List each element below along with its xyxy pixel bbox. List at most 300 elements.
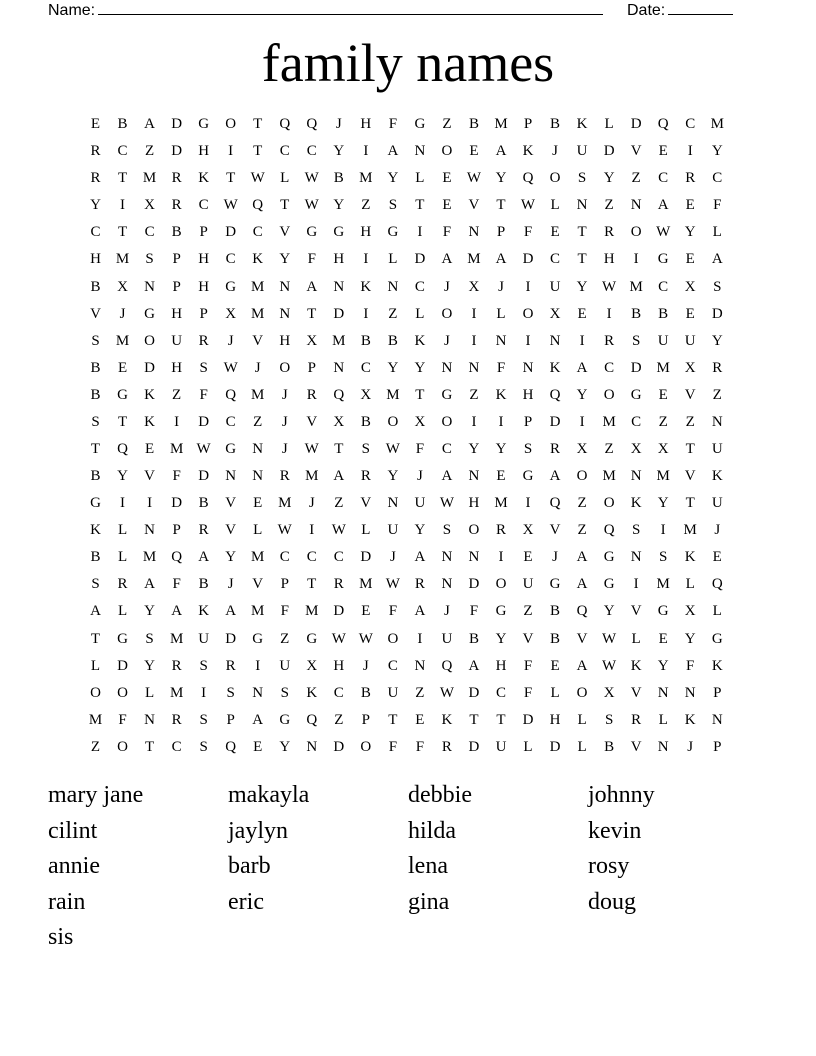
grid-letter[interactable]: D xyxy=(225,630,237,647)
grid-letter[interactable]: Y xyxy=(711,332,723,349)
grid-letter[interactable]: E xyxy=(442,170,452,187)
grid-letter[interactable]: R xyxy=(198,522,209,539)
grid-letter[interactable]: S xyxy=(91,332,100,349)
grid-letter[interactable]: Q xyxy=(117,440,128,457)
grid-letter[interactable]: H xyxy=(171,359,183,376)
grid-letter[interactable]: M xyxy=(494,495,508,512)
grid-letter[interactable]: D xyxy=(117,657,128,674)
grid-letter[interactable]: W xyxy=(602,630,617,647)
grid-letter[interactable]: F xyxy=(199,386,208,403)
grid-letter[interactable]: I xyxy=(417,630,423,647)
grid-letter[interactable]: R xyxy=(90,143,101,160)
grid-letter[interactable]: B xyxy=(550,603,561,620)
grid-letter[interactable]: T xyxy=(469,711,479,728)
grid-letter[interactable]: E xyxy=(550,224,560,241)
grid-letter[interactable]: I xyxy=(363,143,369,160)
grid-letter[interactable]: T xyxy=(496,711,506,728)
grid-letter[interactable]: V xyxy=(576,630,588,647)
grid-letter[interactable]: F xyxy=(172,576,181,593)
grid-letter[interactable]: H xyxy=(333,657,345,674)
grid-letter[interactable]: K xyxy=(630,657,642,674)
grid-letter[interactable]: E xyxy=(523,549,533,566)
grid-letter[interactable]: Y xyxy=(603,170,615,187)
grid-letter[interactable]: H xyxy=(549,711,561,728)
grid-letter[interactable]: G xyxy=(549,576,561,593)
grid-letter[interactable]: O xyxy=(576,684,588,701)
grid-letter[interactable]: W xyxy=(277,522,292,539)
grid-letter[interactable]: B xyxy=(550,116,561,133)
grid-letter[interactable]: Y xyxy=(279,251,291,268)
grid-letter[interactable]: I xyxy=(255,657,261,674)
grid-letter[interactable]: H xyxy=(198,251,210,268)
grid-letter[interactable]: B xyxy=(90,468,101,485)
grid-letter[interactable]: A xyxy=(441,468,453,485)
grid-letter[interactable]: S xyxy=(577,170,587,187)
grid-letter[interactable]: J xyxy=(444,603,450,620)
grid-letter[interactable]: P xyxy=(226,711,235,728)
grid-letter[interactable]: J xyxy=(444,278,450,295)
grid-letter[interactable]: F xyxy=(523,657,533,674)
grid-letter[interactable]: H xyxy=(90,251,101,268)
grid-letter[interactable]: H xyxy=(198,278,210,295)
grid-letter[interactable]: G xyxy=(306,630,318,647)
grid-letter[interactable]: Y xyxy=(387,359,399,376)
grid-letter[interactable]: L xyxy=(253,522,263,539)
grid-letter[interactable]: S xyxy=(226,684,235,701)
grid-letter[interactable]: R xyxy=(495,522,506,539)
grid-letter[interactable]: V xyxy=(630,738,642,755)
grid-letter[interactable]: O xyxy=(225,116,237,133)
grid-letter[interactable]: X xyxy=(225,305,237,322)
grid-letter[interactable]: D xyxy=(171,495,183,512)
grid-letter[interactable]: W xyxy=(439,495,454,512)
grid-letter[interactable]: O xyxy=(630,224,642,241)
grid-letter[interactable]: Q xyxy=(576,603,588,620)
grid-letter[interactable]: Z xyxy=(280,630,290,647)
grid-letter[interactable]: K xyxy=(198,170,210,187)
grid-letter[interactable]: O xyxy=(603,495,615,512)
grid-letter[interactable]: I xyxy=(498,549,504,566)
grid-letter[interactable]: D xyxy=(711,305,723,322)
grid-letter[interactable]: W xyxy=(439,684,454,701)
grid-letter[interactable]: I xyxy=(363,305,369,322)
grid-letter[interactable]: Q xyxy=(252,197,264,214)
grid-letter[interactable]: I xyxy=(417,224,423,241)
grid-letter[interactable]: V xyxy=(360,495,372,512)
grid-letter[interactable]: J xyxy=(281,386,288,403)
grid-letter[interactable]: Q xyxy=(603,522,615,539)
grid-letter[interactable]: T xyxy=(415,386,425,403)
grid-letter[interactable]: K xyxy=(441,711,453,728)
grid-letter[interactable]: D xyxy=(468,684,480,701)
grid-letter[interactable]: V xyxy=(549,522,561,539)
grid-letter[interactable]: B xyxy=(468,116,479,133)
grid-letter[interactable]: C xyxy=(306,549,317,566)
grid-letter[interactable]: K xyxy=(252,251,264,268)
grid-letter[interactable]: C xyxy=(306,143,317,160)
grid-letter[interactable]: D xyxy=(360,549,372,566)
grid-letter[interactable]: A xyxy=(414,603,426,620)
grid-letter[interactable]: N xyxy=(711,711,723,728)
grid-letter[interactable]: C xyxy=(225,413,236,430)
grid-letter[interactable]: O xyxy=(387,413,399,430)
grid-letter[interactable]: W xyxy=(331,522,346,539)
grid-letter[interactable]: H xyxy=(360,116,372,133)
grid-letter[interactable]: U xyxy=(414,495,426,512)
grid-letter[interactable]: R xyxy=(306,386,317,403)
grid-letter[interactable]: T xyxy=(334,440,344,457)
grid-letter[interactable]: U xyxy=(684,332,696,349)
grid-letter[interactable]: F xyxy=(307,251,316,268)
grid-letter[interactable]: O xyxy=(360,738,372,755)
grid-letter[interactable]: Z xyxy=(712,386,722,403)
grid-letter[interactable]: E xyxy=(685,305,695,322)
grid-letter[interactable]: J xyxy=(308,495,315,512)
grid-letter[interactable]: N xyxy=(306,738,318,755)
grid-letter[interactable]: Y xyxy=(603,603,615,620)
grid-letter[interactable]: V xyxy=(522,630,534,647)
grid-letter[interactable]: R xyxy=(117,576,128,593)
grid-letter[interactable]: D xyxy=(468,576,480,593)
grid-letter[interactable]: U xyxy=(711,495,723,512)
grid-letter[interactable]: K xyxy=(306,684,318,701)
grid-letter[interactable]: G xyxy=(603,549,615,566)
grid-letter[interactable]: O xyxy=(117,684,128,701)
grid-letter[interactable]: W xyxy=(520,197,536,214)
grid-letter[interactable]: X xyxy=(684,359,696,376)
grid-letter[interactable]: K xyxy=(360,278,372,295)
grid-letter[interactable]: Q xyxy=(306,116,318,133)
grid-letter[interactable]: A xyxy=(144,576,155,593)
grid-letter[interactable]: S xyxy=(442,522,452,539)
grid-letter[interactable]: B xyxy=(90,359,101,376)
grid-letter[interactable]: V xyxy=(306,413,318,430)
grid-letter[interactable]: Z xyxy=(361,197,371,214)
grid-letter[interactable]: C xyxy=(144,224,155,241)
grid-letter[interactable]: B xyxy=(171,224,182,241)
grid-letter[interactable]: N xyxy=(144,522,155,539)
grid-letter[interactable]: Y xyxy=(576,278,588,295)
grid-letter[interactable]: M xyxy=(683,522,697,539)
grid-letter[interactable]: Z xyxy=(172,386,182,403)
grid-letter[interactable]: L xyxy=(523,738,533,755)
grid-letter[interactable]: T xyxy=(280,197,290,214)
grid-letter[interactable]: P xyxy=(523,116,533,133)
grid-letter[interactable]: R xyxy=(414,576,425,593)
grid-letter[interactable]: N xyxy=(333,359,345,376)
grid-letter[interactable]: R xyxy=(171,197,182,214)
grid-letter[interactable]: T xyxy=(307,305,317,322)
grid-letter[interactable]: M xyxy=(251,386,265,403)
grid-letter[interactable]: M xyxy=(602,468,616,485)
grid-letter[interactable]: U xyxy=(387,684,399,701)
grid-letter[interactable]: S xyxy=(280,684,289,701)
grid-letter[interactable]: M xyxy=(656,576,670,593)
grid-letter[interactable]: J xyxy=(227,332,234,349)
grid-letter[interactable]: V xyxy=(630,603,642,620)
grid-letter[interactable]: V xyxy=(252,576,264,593)
grid-letter[interactable]: E xyxy=(685,251,695,268)
grid-letter[interactable]: E xyxy=(361,603,371,620)
grid-letter[interactable]: P xyxy=(199,305,208,322)
grid-letter[interactable]: A xyxy=(387,143,399,160)
grid-letter[interactable]: Q xyxy=(657,116,669,133)
grid-letter[interactable]: T xyxy=(144,738,155,755)
grid-letter[interactable]: X xyxy=(333,413,345,430)
grid-letter[interactable]: G xyxy=(441,386,453,403)
grid-letter[interactable]: Y xyxy=(657,657,669,674)
grid-letter[interactable]: O xyxy=(495,576,507,593)
grid-letter[interactable]: E xyxy=(658,143,668,160)
grid-letter[interactable]: A xyxy=(495,251,507,268)
grid-letter[interactable]: G xyxy=(252,630,264,647)
grid-letter[interactable]: A xyxy=(576,549,588,566)
grid-letter[interactable]: N xyxy=(441,549,453,566)
grid-letter[interactable]: M xyxy=(251,549,265,566)
grid-letter[interactable]: G xyxy=(495,603,507,620)
grid-letter[interactable]: O xyxy=(144,332,155,349)
grid-letter[interactable]: N xyxy=(252,440,264,457)
grid-letter[interactable]: C xyxy=(495,684,506,701)
grid-letter[interactable]: I xyxy=(525,495,531,512)
grid-letter[interactable]: Y xyxy=(495,170,507,187)
grid-letter[interactable]: D xyxy=(144,359,155,376)
grid-letter[interactable]: D xyxy=(198,413,210,430)
grid-letter[interactable]: W xyxy=(331,630,346,647)
grid-letter[interactable]: M xyxy=(251,278,265,295)
grid-letter[interactable]: C xyxy=(658,278,669,295)
grid-letter[interactable]: B xyxy=(468,630,479,647)
grid-letter[interactable]: A xyxy=(576,359,588,376)
grid-letter[interactable]: M xyxy=(656,468,670,485)
grid-letter[interactable]: J xyxy=(444,332,450,349)
grid-letter[interactable]: F xyxy=(686,657,695,674)
grid-letter[interactable]: N xyxy=(144,278,155,295)
grid-letter[interactable]: F xyxy=(388,738,398,755)
grid-letter[interactable]: S xyxy=(199,711,208,728)
grid-letter[interactable]: D xyxy=(522,711,534,728)
grid-letter[interactable]: Y xyxy=(495,630,507,647)
grid-letter[interactable]: B xyxy=(90,386,101,403)
grid-letter[interactable]: H xyxy=(360,224,372,241)
grid-letter[interactable]: P xyxy=(713,684,722,701)
grid-letter[interactable]: Z xyxy=(144,143,155,160)
grid-letter[interactable]: C xyxy=(90,224,101,241)
grid-letter[interactable]: B xyxy=(198,495,209,512)
grid-letter[interactable]: P xyxy=(713,738,722,755)
grid-letter[interactable]: B xyxy=(604,738,615,755)
grid-letter[interactable]: D xyxy=(414,251,426,268)
grid-letter[interactable]: T xyxy=(117,413,128,430)
grid-letter[interactable]: H xyxy=(603,251,615,268)
grid-letter[interactable]: K xyxy=(711,657,723,674)
grid-letter[interactable]: N xyxy=(468,549,480,566)
grid-letter[interactable]: I xyxy=(525,278,531,295)
grid-letter[interactable]: G xyxy=(657,251,669,268)
grid-letter[interactable]: V xyxy=(90,305,101,322)
grid-letter[interactable]: J xyxy=(119,305,126,322)
grid-letter[interactable]: B xyxy=(198,576,209,593)
grid-letter[interactable]: J xyxy=(498,278,504,295)
grid-letter[interactable]: M xyxy=(278,495,292,512)
grid-letter[interactable]: T xyxy=(117,224,128,241)
grid-letter[interactable]: N xyxy=(414,657,426,674)
grid-letter[interactable]: Z xyxy=(442,116,452,133)
grid-letter[interactable]: B xyxy=(117,116,128,133)
grid-letter[interactable]: D xyxy=(333,305,345,322)
grid-letter[interactable]: E xyxy=(712,549,722,566)
grid-letter[interactable]: J xyxy=(335,116,342,133)
grid-letter[interactable]: S xyxy=(199,359,208,376)
grid-letter[interactable]: I xyxy=(579,332,585,349)
grid-letter[interactable]: N xyxy=(549,332,561,349)
grid-letter[interactable]: Y xyxy=(657,495,669,512)
grid-letter[interactable]: J xyxy=(687,738,694,755)
grid-letter[interactable]: W xyxy=(602,278,617,295)
grid-letter[interactable]: V xyxy=(630,684,642,701)
grid-letter[interactable]: B xyxy=(360,684,371,701)
grid-letter[interactable]: I xyxy=(579,413,585,430)
grid-letter[interactable]: E xyxy=(685,197,695,214)
grid-letter[interactable]: N xyxy=(387,278,399,295)
grid-letter[interactable]: X xyxy=(576,440,588,457)
grid-letter[interactable]: R xyxy=(225,657,236,674)
grid-letter[interactable]: O xyxy=(549,170,561,187)
grid-letter[interactable]: N xyxy=(495,332,507,349)
grid-letter[interactable]: E xyxy=(253,495,263,512)
grid-letter[interactable]: F xyxy=(388,603,398,620)
grid-letter[interactable]: Y xyxy=(414,359,426,376)
grid-letter[interactable]: N xyxy=(684,684,696,701)
grid-letter[interactable]: P xyxy=(496,224,506,241)
grid-letter[interactable]: O xyxy=(117,738,128,755)
grid-letter[interactable]: J xyxy=(281,440,288,457)
grid-letter[interactable]: O xyxy=(441,305,453,322)
grid-letter[interactable]: N xyxy=(468,359,480,376)
grid-letter[interactable]: M xyxy=(656,359,670,376)
grid-letter[interactable]: C xyxy=(387,657,398,674)
grid-letter[interactable]: X xyxy=(657,440,669,457)
grid-letter[interactable]: C xyxy=(414,278,425,295)
grid-letter[interactable]: C xyxy=(279,549,290,566)
grid-letter[interactable]: I xyxy=(687,143,693,160)
grid-letter[interactable]: O xyxy=(387,630,399,647)
grid-letter[interactable]: C xyxy=(333,684,344,701)
grid-letter[interactable]: R xyxy=(171,170,182,187)
grid-letter[interactable]: L xyxy=(577,711,587,728)
grid-letter[interactable]: K xyxy=(549,359,561,376)
grid-letter[interactable]: T xyxy=(685,495,695,512)
grid-letter[interactable]: Q xyxy=(333,386,345,403)
grid-letter[interactable]: Q xyxy=(225,386,237,403)
grid-letter[interactable]: S xyxy=(604,711,614,728)
grid-letter[interactable]: P xyxy=(172,522,181,539)
grid-letter[interactable]: Z xyxy=(658,413,668,430)
grid-letter[interactable]: Q xyxy=(225,738,237,755)
grid-letter[interactable]: D xyxy=(522,251,534,268)
grid-letter[interactable]: Z xyxy=(334,495,344,512)
grid-letter[interactable]: G xyxy=(522,468,534,485)
grid-letter[interactable]: M xyxy=(602,413,616,430)
grid-letter[interactable]: I xyxy=(363,251,369,268)
grid-letter[interactable]: C xyxy=(658,170,669,187)
grid-letter[interactable]: F xyxy=(388,116,398,133)
grid-letter[interactable]: V xyxy=(225,522,237,539)
grid-letter[interactable]: G xyxy=(144,305,155,322)
grid-letter[interactable]: W xyxy=(304,440,319,457)
grid-letter[interactable]: D xyxy=(171,143,183,160)
grid-letter[interactable]: T xyxy=(388,711,398,728)
grid-letter[interactable]: C xyxy=(252,224,263,241)
grid-letter[interactable]: W xyxy=(385,576,400,593)
grid-letter[interactable]: F xyxy=(713,197,722,214)
grid-letter[interactable]: U xyxy=(279,657,291,674)
grid-letter[interactable]: M xyxy=(88,711,103,728)
grid-letter[interactable]: X xyxy=(603,684,615,701)
grid-letter[interactable]: B xyxy=(360,413,371,430)
grid-letter[interactable]: N xyxy=(468,224,480,241)
grid-letter[interactable]: Y xyxy=(90,197,101,214)
grid-letter[interactable]: R xyxy=(604,332,615,349)
grid-letter[interactable]: D xyxy=(171,116,183,133)
grid-letter[interactable]: L xyxy=(361,522,371,539)
grid-letter[interactable]: W xyxy=(304,170,319,187)
grid-letter[interactable]: V xyxy=(468,197,480,214)
grid-letter[interactable]: E xyxy=(117,359,128,376)
grid-letter[interactable]: A xyxy=(171,603,183,620)
grid-letter[interactable]: F xyxy=(172,468,181,485)
grid-letter[interactable]: P xyxy=(523,413,533,430)
grid-letter[interactable]: Z xyxy=(523,603,533,620)
grid-letter[interactable]: G xyxy=(117,630,128,647)
grid-letter[interactable]: H xyxy=(522,386,534,403)
grid-letter[interactable]: G xyxy=(306,224,318,241)
grid-letter[interactable]: B xyxy=(90,278,101,295)
grid-letter[interactable]: A xyxy=(252,711,264,728)
grid-letter[interactable]: I xyxy=(147,495,153,512)
grid-letter[interactable]: P xyxy=(361,711,370,728)
grid-letter[interactable]: N xyxy=(630,468,642,485)
grid-letter[interactable]: T xyxy=(685,440,695,457)
grid-letter[interactable]: L xyxy=(117,549,128,566)
grid-letter[interactable]: G xyxy=(333,224,345,241)
grid-letter[interactable]: M xyxy=(115,332,130,349)
grid-letter[interactable]: L xyxy=(631,630,641,647)
grid-letter[interactable]: N xyxy=(630,197,642,214)
grid-letter[interactable]: J xyxy=(254,359,261,376)
grid-letter[interactable]: I xyxy=(471,332,477,349)
grid-letter[interactable]: Y xyxy=(387,170,399,187)
grid-letter[interactable]: V xyxy=(252,332,264,349)
grid-letter[interactable]: R xyxy=(171,657,182,674)
grid-letter[interactable]: A xyxy=(333,468,345,485)
grid-letter[interactable]: Y xyxy=(333,143,345,160)
grid-letter[interactable]: P xyxy=(280,576,289,593)
grid-letter[interactable]: E xyxy=(253,738,263,755)
grid-letter[interactable]: Z xyxy=(631,170,641,187)
grid-letter[interactable]: L xyxy=(388,251,398,268)
grid-letter[interactable]: W xyxy=(196,440,211,457)
grid-letter[interactable]: C xyxy=(441,440,452,457)
grid-letter[interactable]: J xyxy=(714,522,721,539)
grid-letter[interactable]: S xyxy=(523,440,533,457)
grid-letter[interactable]: A xyxy=(441,251,453,268)
grid-letter[interactable]: I xyxy=(471,413,477,430)
grid-letter[interactable]: B xyxy=(631,305,642,322)
grid-letter[interactable]: D xyxy=(198,468,210,485)
grid-letter[interactable]: B xyxy=(333,170,344,187)
grid-letter[interactable]: M xyxy=(629,278,643,295)
